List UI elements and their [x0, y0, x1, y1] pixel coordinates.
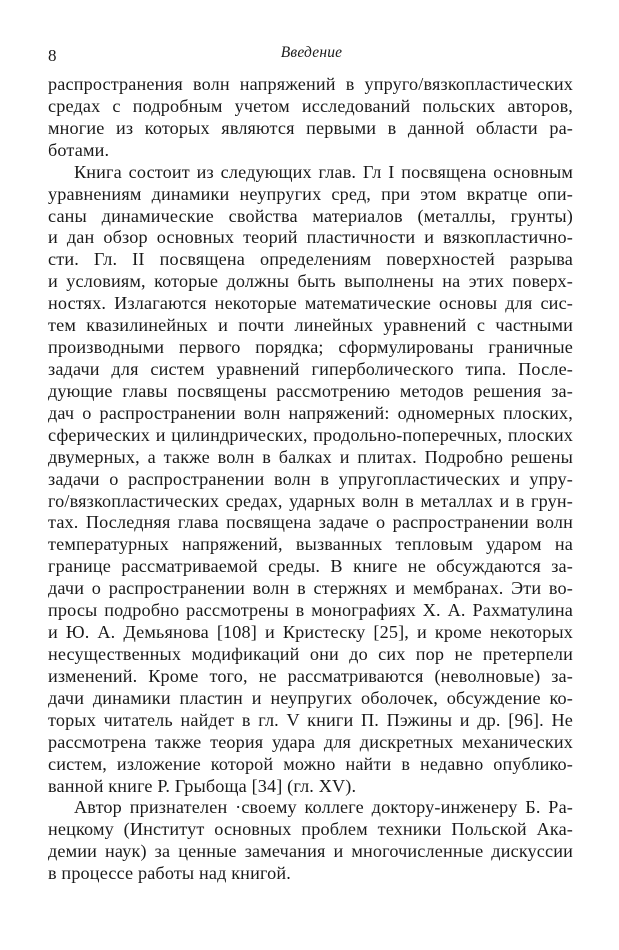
text-line: сти. Гл. II посвящена определениям поверхностей разрыва [48, 249, 573, 270]
text-line: тем квазилинейных и почти линейных уравнений с частными [48, 315, 573, 336]
text-line: температурных напряжений, вызванных тепловым ударом на [48, 534, 573, 555]
text-line: задачи для систем уравнений гиперболического типа. После- [48, 358, 573, 379]
text-line: в процессе работы над книгой. [48, 863, 291, 884]
text-line: границе рассматриваемой среды. В книге не обсуждаются за- [48, 556, 573, 577]
text-line: ностях. Излагаются некоторые математические основы для сис- [48, 293, 573, 314]
text-line: средах с подробным учетом исследований польских авторов, [48, 95, 573, 116]
text-line: нецкому (Институт основных проблем техники Польской Ака- [48, 819, 573, 840]
text-line: саны динамические свойства материалов (металлы, грунты) [48, 205, 573, 226]
text-line: Автор признателен ·своему коллеге доктору-инженеру Б. Ра- [74, 797, 573, 818]
text-line: и условиям, которые должны быть выполнены на этих поверх- [48, 271, 573, 292]
text-line: и Ю. А. Демьянова [108] и Кристеску [25], и кроме некоторых [48, 622, 573, 643]
text-line: производными первого порядка; сформулированы граничные [48, 337, 573, 358]
text-line: демии наук) за ценные замечания и многочисленные дискуссии [48, 841, 573, 862]
text-line: двумерных, а также волн в балках и плитах. Подробно решены [48, 446, 573, 467]
text-line: сферических и цилиндрических, продольно-поперечных, плоских [48, 424, 573, 445]
page-header [48, 44, 575, 64]
text-line: дующие главы посвящены рассмотрению методов решения за- [48, 380, 573, 401]
text-line: рассмотрена также теория удара для дискретных механических [48, 731, 573, 752]
text-line: несущественных модификаций они до сих пор не претерпели [48, 643, 573, 664]
text-line: дачи динамики пластин и неупругих оболочек, обсуждение ко- [48, 687, 573, 708]
text-line: дач о распространении волн напряжений: одномерных плоских, [48, 402, 573, 423]
running-title: Введение [280, 44, 343, 61]
text-line: тах. Последняя глава посвящена задаче о распространении волн [48, 512, 573, 533]
text-line: систем, изложение которой можно найти в недавно опублико- [48, 753, 573, 774]
text-line: просы подробно рассмотрены в монографиях Х. А. Рахматулина [48, 600, 573, 621]
body-text [48, 74, 573, 885]
text-line: задачи о распространении волн в упругопластических и упру- [48, 468, 573, 489]
text-line: го/вязкопластических средах, ударных волн в металлах и в грун- [48, 490, 573, 511]
text-line: дачи о распространении волн в стержнях и мембранах. Эти во- [48, 578, 573, 599]
text-line: уравнениям динамики неупругих сред, при этом вкратце опи- [48, 183, 573, 204]
text-line: торых читатель найдет в гл. V книги П. Пэжины и др. [96]. Не [48, 709, 573, 730]
page-number: 8 [48, 46, 57, 65]
text-line: ванной книге Р. Грыбоща [34] (гл. XV). [48, 775, 357, 796]
text-line: изменений. Кроме того, не рассматриваются (неволновые) за- [48, 665, 573, 686]
text-line: распространения волн напряжений в упруго/вязкопластических [48, 74, 573, 94]
text-line: ботами. [48, 139, 110, 160]
text-line: многие из которых являются первыми в данной области ра- [48, 117, 573, 138]
text-line: Книга состоит из следующих глав. Гл I посвящена основным [74, 161, 573, 182]
text-line: и дан обзор основных теорий пластичности и вязкопластично- [48, 227, 573, 248]
